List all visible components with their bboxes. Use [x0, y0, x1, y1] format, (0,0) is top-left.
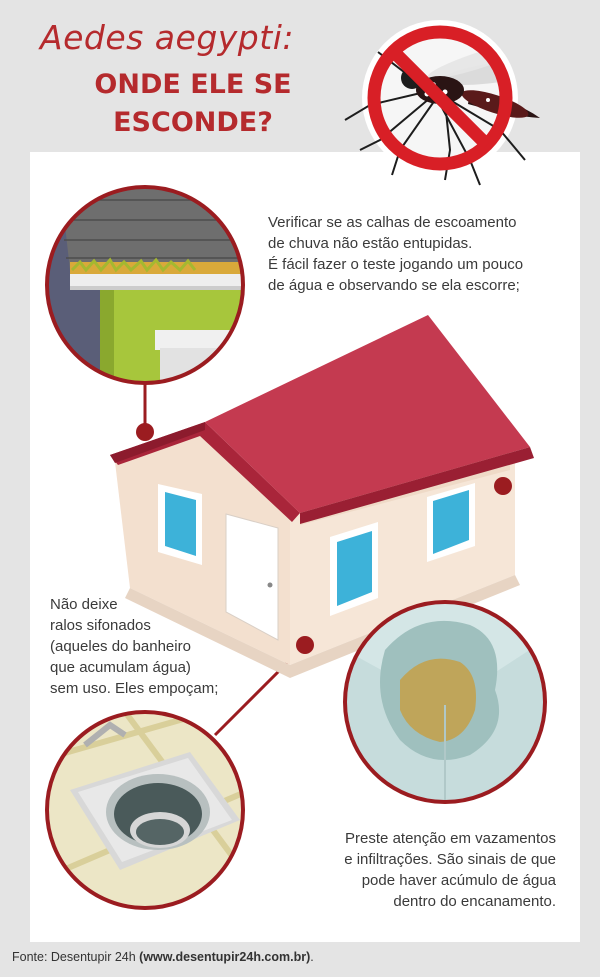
- no-mosquito-icon: [345, 20, 561, 185]
- source-suffix: .: [310, 950, 314, 964]
- drain-callout: Não deixe ralos sifonados (aqueles do banheiro que acumulam água) sem uso. Eles empoçam;: [50, 596, 219, 697]
- source-credit: [12, 950, 314, 964]
- source-link[interactable]: (www.desentupir24h.com.br): [139, 950, 311, 964]
- species-title: Aedes aegypti:: [40, 18, 294, 57]
- leak-callout: Preste atenção em vazamentos e infiltrações. São sinais de que pode haver acúmulo de água dentro do encanamento.: [344, 830, 556, 910]
- gutter-callout: Verificar se as calhas de escoamento de chuva não estão entupidas. É fácil fazer o teste jogando um pouco de água e observando se ela escorre;: [268, 214, 524, 294]
- question-line-1: ONDE ELE SE: [94, 69, 292, 100]
- question-line-2: ESCONDE?: [113, 107, 273, 138]
- source-prefix: Fonte: Desentupir 24h: [12, 950, 140, 964]
